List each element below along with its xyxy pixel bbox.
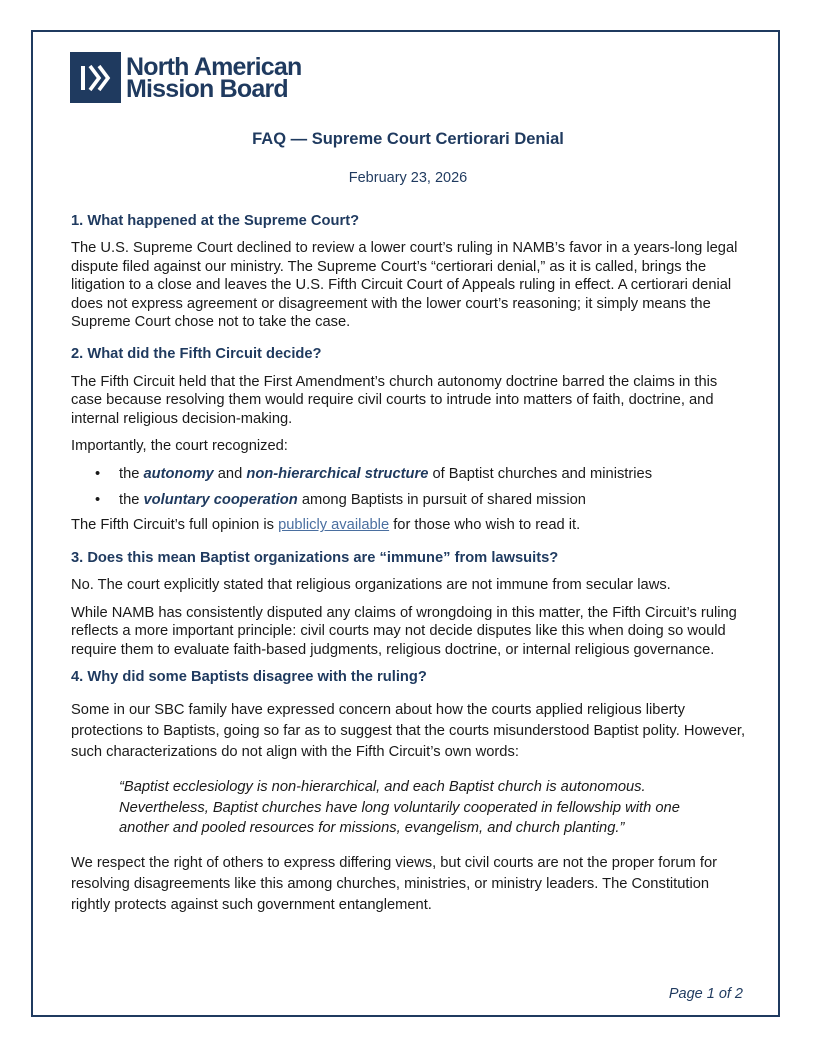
question-4-heading: 4. Why did some Baptists disagree with the ruling? [71, 668, 427, 685]
court-quote: “Baptist ecclesiology is non-hierarchical, and each Baptist church is autonomous. Nevertheless, Baptist churches have long voluntarily cooperated in fellowship with one another and pooled resources for missions, evangelism, and church planting.” [119, 779, 680, 837]
question-2-heading: 2. What did the Fifth Circuit decide? [71, 346, 322, 363]
list-item: • the voluntary cooperation among Baptists in pursuit of shared mission [95, 490, 747, 510]
recognition-list [71, 464, 747, 510]
question-4-answer: Some in our SBC family have expressed concern about how the courts applied religious liberty protections to Baptists, going so far as to suggest that the courts misunderstood Baptist polity. However, such characterizations do not align with the Fifth Circuit’s own words: [71, 702, 746, 761]
question-1-heading: 1. What happened at the Supreme Court? [71, 213, 360, 229]
document-body [71, 212, 747, 925]
closing-paragraph: We respect the right of others to express differing views, but civil courts are not the proper forum for resolving disagreements like this among churches, ministries, or ministry leaders. The Constitution rightly protects against such government entanglement. [71, 854, 718, 913]
document-title: FAQ — Supreme Court Certiorari Denial [252, 130, 564, 148]
question-3-answer: No. The court explicitly stated that religious organizations are not immune from secular laws. [71, 577, 671, 594]
document-date: February 23, 2026 [348, 170, 468, 186]
namb-logo-icon [70, 52, 121, 103]
list-item: • the autonomy and non-hierarchical structure of Baptist churches and ministries [95, 464, 747, 484]
question-1-answer: The U.S. Supreme Court declined to review a lower court’s ruling in NAMB’s favor in a years-long legal dispute filed against our ministry. The Supreme Court’s “certiorari denial,” as it is called, brings the litigation to a close and leaves the U.S. Fifth Circuit Court of Appeals ruling in effect. A certiorari denial does not express agreement or disagreement with the lower court’s reasoning; it simply means the Supreme Court chose not to take the case. [71, 240, 738, 331]
opinion-paragraph: The Fifth Circuit’s full opinion is publicly available for those who wish to read it. [71, 517, 581, 534]
question-3-detail: While NAMB has consistently disputed any claims of wrongdoing in this matter, the Fifth Circuit’s ruling reflects a more important principle: civil courts may not decide disputes like this when doing so would require them to evaluate faith-based judgments, religious doctrine, or internal religious governance. [71, 604, 737, 658]
question-3-heading: 3. Does this mean Baptist organizations are “immune” from lawsuits? [71, 549, 559, 566]
logo-line-1: North American [126, 52, 302, 81]
question-2-answer: The Fifth Circuit held that the First Amendment’s church autonomy doctrine barred the claims in this case because resolving them would require civil courts to intrude into matters of faith, doctrine, and internal religious decision-making. [71, 373, 718, 427]
logo-wordmark [126, 52, 302, 103]
page-number: Page 1 of 2 [668, 986, 743, 1002]
logo-line-2: Mission Board [126, 74, 288, 103]
opinion-link[interactable]: publicly available [278, 517, 390, 534]
logo [70, 52, 301, 103]
question-2-intro: Importantly, the court recognized: [71, 438, 288, 455]
